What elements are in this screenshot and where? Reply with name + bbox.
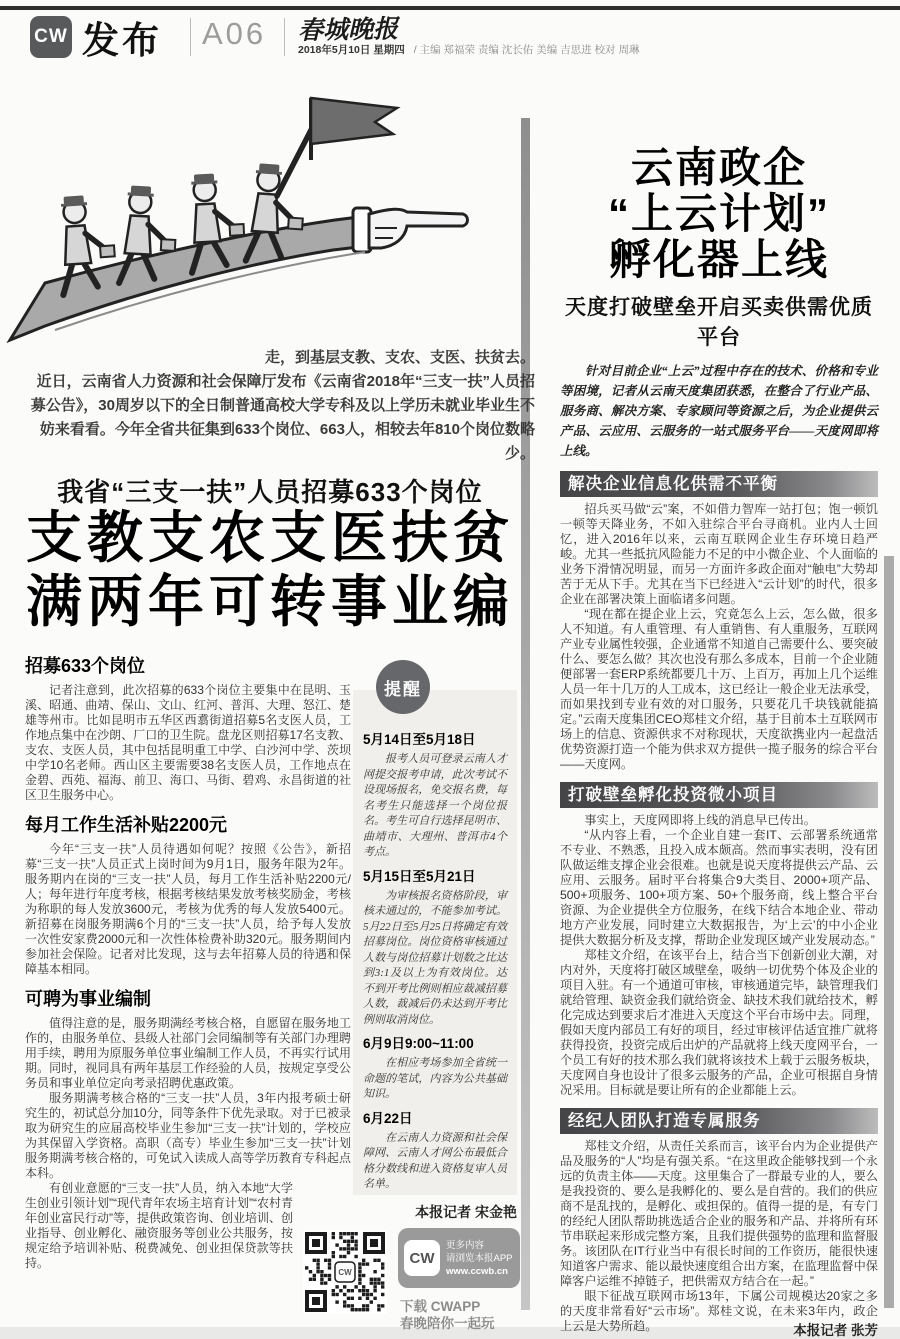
section-bar-2: 打破壁垒孵化投资微小项目 xyxy=(560,782,878,808)
reminder-text: 为审核报名资格阶段，审核未通过的，不能参加考试。5月22日至5月25日将确定有效招募岗位。岗位资格审核通过人数与岗位招募计划数之比达到3:1及以上为有效岗位。达不到开考比例则相应裁减招募人数，裁减后仍未达到开考比例则取消岗位。 xyxy=(363,889,507,1026)
right-headline-line2: “上云计划” xyxy=(607,190,830,237)
right-headline-line3: 孵化器上线 xyxy=(608,236,829,283)
qr-center-logo: CW xyxy=(338,1268,352,1277)
app-promo-caption-line1: 下载 CWAPP xyxy=(400,1299,481,1314)
paragraph: 招兵买马做“云”案，不如借力智库一站打包；饱一顿饥一顿等天降业务，不如入驻综合平台寻商机。业内人士回忆，进入2016年以来，云南互联网企业生存环境日趋严峻。尤其一些抵抗风险能力不足的中小微企业、个人面临的业务下滑情况明显，而另一方面许多政企面对“触电”大势却苦于无从下手。尤其在当下已经进入“云计划”的时代，很多企业在部署决策上面临诸多问题。 xyxy=(560,502,878,606)
section-label: 发布 xyxy=(82,20,162,61)
reminder-date: 6月9日9:00~11:00 xyxy=(363,1036,474,1051)
right-section-2 xyxy=(560,813,878,1098)
section-bar-3: 经纪人团队打造专属服务 xyxy=(560,1108,878,1134)
section-bar-1: 解决企业信息化供需不平衡 xyxy=(560,471,878,497)
paragraph: 记者注意到，此次招募的633个岗位主要集中在昆明、玉溪、昭通、曲靖、保山、文山、红河、普洱、大理、怒江、楚雄等州市。比如昆明市五华区西翥街道招募5名支医人员，工作地点集中在沙朗、厂口的卫生院。盘龙区则招募17名支教、支农、支医人员，其中包括昆明重工中学、白沙河中学、茨坝中学10名老师。西山区主要需要38名支医人员，工作地点在金碧、西苑、福海、前卫、海口、马街、碧鸡、永昌街道的社区卫生服务中心。 xyxy=(25,683,351,802)
dateline xyxy=(298,42,639,57)
paragraph: 郑桂文介绍，在该平台上，结合当下创新创业大潮，对内对外，天度将打破区域壁垒，吸纳一切优势个体及企业的项目入驻。有一个通道可审核，审核通道完毕，缺管理我们就给管理、缺资金我们就给资金、缺技术我们就给技术，孵化完成达到要求后才准进入天度这个平台市场中去。同理，假如天度内部员工有好的项目，经过审核评估适宜推广就将获得投资，投资完成后出炉的产品就将上线天度网平台，一个员工有好的技术那么我们就将该技术上载于云服务板块，天度网自身也设计了很多云服务的产品，企业可根据自身情况采用。目标就是要让所有的企业都能上云。 xyxy=(560,948,878,1097)
reminder-box xyxy=(353,690,517,1195)
reminder-item xyxy=(363,867,507,1029)
cw-mini-logo: CW xyxy=(404,1240,440,1276)
cw-logo xyxy=(30,16,72,58)
app-promo-url: www.ccwb.cn xyxy=(446,1265,508,1277)
reminder-date: 6月22日 xyxy=(363,1110,413,1126)
reminder-date: 5月15日至5月21日 xyxy=(363,868,476,884)
header-divider xyxy=(284,18,285,56)
credits-text: / 主编 郑福荣 责编 沈长佑 美编 吉思进 校对 周琳 xyxy=(413,44,640,56)
paragraph: “从内容上看，一个企业自建一套IT、云部署系统通常不专业、不熟悉，且投入成本颇高。然而事实表明，没有团队做运维支撑企业会很难。也就是说天度将提供云产品、云应用、云服务。届时平台将集合9大类目、2000+项产品、500+项服务、100+项方案、50+个服务商，线上整合平台资源、为企业提供全方位服务，在线下结合本地企业、带动地方产业发展，同时建立大数据报告，为‘上云’的中小企业提供大数据分析及支撑，帮助企业发现区域产业发展动态。” xyxy=(560,828,878,947)
paragraph: 今年“三支一扶”人员待遇如何呢？按照《公告》，新招募“三支一扶”人员正式上岗时间为9月1日，服务年限为2年。服务期内在岗的“三支一扶”人员，每月工作生活补贴2200元/人；每年进行年度考核，根据考核结果发放考核奖励金，考核为称职的每人发放3600元，考核为优秀的每人发放5400元。新招募在岗服务期满6个月的“三支一扶”人员，给予每人发放一次性安家费2000元和一次性体检费补助320元。服务期间内参加社会保险。记者对比发现，这与去年招募人员的待遇和保障基本相同。 xyxy=(25,842,351,976)
right-section-1 xyxy=(560,502,878,772)
reminder-text: 报考人员可登录云南人才网提交报考申请，此次考试不设现场报名，免交报名费，每名考生只能选择一个岗位报名。考生可自行选择昆明市、曲靖市、大理州、普洱市4个考点。 xyxy=(363,753,507,858)
main-headline-line1: 支教支农支医扶贫 xyxy=(26,506,514,569)
header-divider xyxy=(190,18,191,56)
right-subhead: 天度打破壁垒开启买卖供需优质平台 xyxy=(565,296,873,349)
reminder-text: 在云南人力资源和社会保障网、云南人才网公布最低合格分数线和进入资格复审人员名单。 xyxy=(363,1131,507,1190)
lead-intro xyxy=(30,346,535,466)
paragraph: 有创业意愿的“三支一扶”人员，纳入本地“大学生创业引领计划”“现代青年农场主培育计划”“农村青年创业富民行动”等，提供政策咨询、创业培训、创业指导、创业孵化、融资服务等创业公共服务，按规定给予培训补贴、税费减免、创业担保贷款等扶持。 xyxy=(25,1181,293,1270)
reminder-item xyxy=(363,1109,507,1193)
app-promo-line2: 请浏览本报APP xyxy=(446,1252,513,1264)
paragraph: 眼下征战互联网市场13年，下属公司规模达20家之多的天度非常看好“云市场”。郑桂文说，在未来3年内，政企上云是大势所趋。 xyxy=(560,1289,878,1333)
page-number: A06 xyxy=(202,16,267,51)
reminder-item xyxy=(363,1034,507,1103)
main-headline-line2: 满两年可转事业编 xyxy=(26,570,514,633)
right-byline: 本报记者 张芳 xyxy=(793,1323,878,1338)
paragraph: 郑桂文介绍，从责任关系而言，该平台内为企业提供产品及服务的“人”均是有强关系。“在这里政企能够找到一个永远的负责主体——天度。这里集合了一群最专业的人，要么是我投资的、要么是我孵化的、要么是自营的。我们的供应商不是乱找的，是孵化、或担保的。值得一提的是，有专门的经纪人团队帮助挑选适合企业的服务和产品、并将所有环节串联起来形成完整方案，且我们提供强势的监理和监督服务。该团队在IT行业当中有很长时间的工作资历，能很快速知道客户需求、能以最快速度组合出方案，在监理监督中保障客户运维不掉链子，把供需双方结合在一起。” xyxy=(560,1139,878,1288)
app-promo-caption xyxy=(400,1298,495,1332)
app-promo-caption-line2: 春晚陪你一起玩 xyxy=(400,1316,495,1331)
masthead: 春城晚报 xyxy=(297,16,399,45)
date-text: 2018年5月10日 星期四 xyxy=(298,44,405,56)
subhead-subsidy: 每月工作生活补贴2200元 xyxy=(25,815,228,835)
kicker-headline: 我省“三支一扶”人员招募633个岗位 xyxy=(57,477,483,507)
app-promo-text xyxy=(446,1239,513,1278)
left-byline: 本报记者 宋金艳 xyxy=(415,1204,517,1220)
paragraph: “现在都在提企业上云，究竟怎么上云，怎么做，很多人不知道。有人重管理、有人重销售、有人重服务，互联网产业专业属性较强，企业通常不知道自己需要什么、要突破什么、要怎么做？其次也没有那么多成本，目前一个企业随便部署一套ERP系统都要几十万、上百万，再加上几个运维人员一年十几万的人工成本，这已经让一般企业无法承受，而如果找到专业有效的对口服务，只要花几千块钱就能搞定。”云南天度集团CEO郑桂文介绍，基于目前本土互联网市场上的信息、资源供求不对称现状，天度欲携业内一起盘活优势资源打造一个能为供求双方提供一揽子服务的综合平台——天度网。 xyxy=(560,607,878,771)
right-article xyxy=(560,145,878,1339)
subhead-recruit: 招募633个岗位 xyxy=(25,656,146,676)
page-edge-bar xyxy=(884,556,894,1308)
main-headline xyxy=(0,506,540,634)
lead-intro-rest: 近日，云南省人力资源和社会保障厅发布《云南省2018年“三支一扶”人员招募公告》，30周岁以下的全日制普通高校大学专科及以上学历未就业毕业生不妨来看看。今年全省共征集到633个岗位、663人，相较去年810个岗位数略少。 xyxy=(30,373,535,462)
right-section-3 xyxy=(560,1139,878,1334)
app-promo-line1: 更多内容 xyxy=(446,1239,485,1251)
subhead-career: 可聘为事业编制 xyxy=(25,989,151,1009)
cartoon-illustration xyxy=(15,68,495,340)
column-divider xyxy=(521,118,530,1310)
right-headline-line1: 云南政企 xyxy=(630,144,807,191)
reminder-date: 5月14日至5月18日 xyxy=(363,732,476,747)
cw-logo-text: CW xyxy=(34,26,68,47)
reminder-item xyxy=(363,730,507,861)
paragraph: 值得注意的是，服务期满经考核合格，自愿留在服务地工作的，由服务单位、县级人社部门会同编制等有关部门办理聘用手续，聘用为原服务单位事业编制工作人员，不再实行试用期。同时，视同具有两年基层工作经验的人员，按规定享受公务员和事业单位定向考录招聘优惠政策。 xyxy=(25,1016,351,1090)
reminder-badge: 提醒 xyxy=(376,660,430,714)
left-article-body xyxy=(25,652,351,1271)
app-promo-bubble xyxy=(398,1228,520,1288)
lead-intro-line1: 走，到基层支教、支农、支医、扶贫去。 xyxy=(264,349,535,366)
paragraph: 事实上，天度网即将上线的消息早已传出。 xyxy=(584,813,816,827)
reminder-text: 在相应考场参加全省统一命题的笔试，内容为公共基础知识。 xyxy=(363,1057,507,1100)
right-headline xyxy=(560,145,878,283)
qr-code xyxy=(303,1230,387,1314)
right-intro: 针对目前企业“上云”过程中存在的技术、价格和专业等困境，记者从云南天度集团获悉，在整合了行业产品、服务商、解决方案、专家顾问等资源之后，为企业提供云产品、云应用、云服务的一站式服务平台——天度网即将上线。 xyxy=(560,364,878,458)
paragraph: 服务期满考核合格的“三支一扶”人员，3年内报考硕士研究生的，初试总分加10分，同等条件下优先录取。对于已被录取为研究生的应届高校毕业生参加“三支一扶”计划的，学校应为其保留入学资格。高职（高专）毕业生参加“三支一扶”计划服务期满考核合格的，可免试入读成人高等学历教育专科起点本科。 xyxy=(25,1091,351,1180)
